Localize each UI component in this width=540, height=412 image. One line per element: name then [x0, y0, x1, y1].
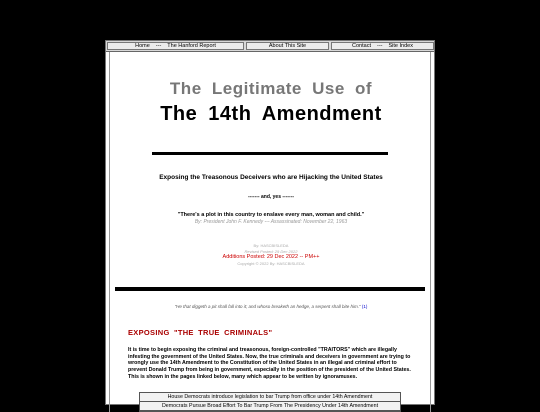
nav-contact-link[interactable]: Contact [352, 43, 371, 49]
additions-posted-date: Additions Posted: 29 Dec 2022 -- PM++ [222, 254, 320, 260]
and-yes-text: ------- and, yes ------- [247, 194, 295, 200]
nav-home-link[interactable]: Home [135, 43, 150, 49]
page-title-line2: The 14th Amendment [160, 103, 382, 125]
bible-verse [106, 304, 436, 309]
title-divider [152, 152, 388, 155]
copyright-notice: Copyright © 2022 By: HASCBISLEDA [237, 261, 305, 266]
author-byline: By: HASCBISLEDA [253, 243, 289, 248]
nav-separator: --- [155, 43, 162, 49]
verse-reference-link[interactable]: (1) [361, 304, 368, 309]
article-link[interactable]: House Democrats introduce legislation to bar Trump from office under 14th Amendment [140, 393, 400, 402]
verse-text: "He that diggeth a pit shall fall into it; and whoso breaketh an hedge, a serpent shall bite him." [174, 304, 361, 309]
nav-cell-contact [331, 42, 434, 50]
quote-attribution: By: President John F. Kennedy --- Assassinated: November 22, 1963 [194, 219, 348, 225]
nav-separator: --- [377, 43, 383, 49]
page-subtitle: Exposing the Treasonous Deceivers who are Hijacking the United States [159, 174, 383, 181]
nav-cell-home [107, 42, 244, 50]
nav-site-index-link[interactable]: Site Index [388, 43, 413, 49]
nav-hanford-report-link[interactable]: The Hanford Report [167, 43, 216, 49]
nav-about-label: About This Site [268, 43, 307, 49]
section-divider [115, 287, 425, 291]
section-paragraph: It is time to begin exposing the criminal and treasonous, foreign-controlled "TRAITORS" which are illegally infesting the government of the United States. Now, the true criminals and deceivers in government are trying to wrongly use the 14th Amendment to the Constitution of the United States in an illegal and criminal effort to prevent Donald Trump from being in government, especially in the position of the president of the United States. This is shown in the pages linked below, many which appear to be written by ignoramuses. [128, 347, 411, 380]
nav-about-link[interactable] [246, 42, 329, 50]
section-heading: EXPOSING "THE TRUE CRIMINALS" [128, 328, 273, 337]
page-frame [105, 40, 435, 409]
article-link[interactable]: Democrats Pursue Broad Effort To Bar Trump From The Presidency Under 14th Amendment [140, 402, 400, 411]
top-nav [106, 41, 434, 52]
revised-posted-date: Revised Posted: 29 Dec 2022 [244, 249, 298, 254]
kennedy-quote: "There's a plot in this country to enslave every man, woman and child." [177, 212, 365, 218]
article-links-list [139, 392, 401, 412]
page-title-line1: The Legitimate Use of [169, 79, 373, 98]
